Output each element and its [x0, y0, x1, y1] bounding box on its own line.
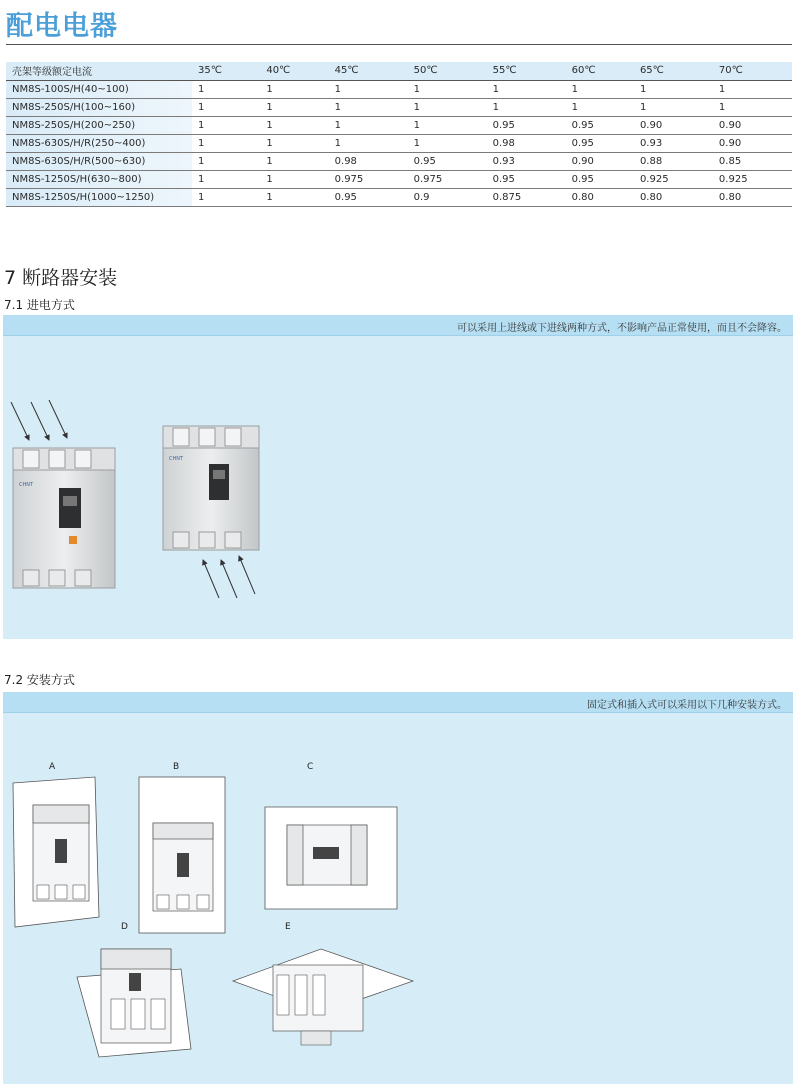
factor-cell: 0.90	[718, 119, 742, 131]
breaker-bottom-feed	[163, 426, 259, 550]
factor-cell: 1	[334, 137, 342, 149]
model-cell: NM8S-1250S/H(630~800)	[6, 170, 192, 188]
factor-cell: 1	[334, 101, 342, 113]
table-header-cell: 55℃	[492, 65, 517, 77]
mounting-heading: 7.2 安装方式	[4, 673, 75, 687]
factor-cell: 0.95	[571, 119, 594, 131]
factor-cell: 0.975	[413, 173, 443, 185]
mount-label-c: C	[307, 762, 314, 772]
table-row	[6, 98, 792, 116]
factor-cell: 0.95	[571, 137, 594, 149]
mount-option-d	[77, 949, 191, 1057]
model-cell: NM8S-1250S/H(1000~1250)	[6, 188, 192, 206]
wiring-panel	[3, 315, 793, 639]
factor-cell: 1	[198, 137, 205, 149]
model-cell: NM8S-630S/H/R(500~630)	[6, 152, 192, 170]
factor-cell: 1	[266, 191, 273, 203]
factor-cell: 0.80	[571, 191, 594, 203]
factor-cell: 0.90	[718, 137, 742, 149]
mount-label-a: A	[49, 762, 56, 772]
factor-cell: 0.95	[492, 119, 515, 131]
title-rule	[6, 44, 792, 45]
model-cell: NM8S-100S/H(40~100)	[6, 80, 192, 98]
factor-cell: 1	[413, 83, 421, 95]
table-header-cell: 70℃	[718, 65, 743, 77]
mount-option-b	[139, 777, 225, 933]
mount-option-c	[265, 807, 397, 909]
derating-table	[6, 62, 792, 207]
factor-cell: 1	[198, 155, 205, 167]
mount-label-d: D	[121, 922, 128, 932]
factor-cell: 1	[571, 83, 578, 95]
wiring-heading: 7.1 进电方式	[4, 298, 75, 312]
mounting-illustration	[3, 713, 793, 1083]
factor-cell: 0.80	[718, 191, 742, 203]
table-header-cell: 45℃	[334, 65, 359, 77]
wiring-illustration	[3, 336, 793, 638]
factor-cell: 1	[492, 83, 499, 95]
mount-option-a	[13, 777, 99, 927]
table-header-cell: 65℃	[639, 65, 664, 77]
factor-cell: 1	[639, 101, 647, 113]
factor-cell: 1	[334, 83, 342, 95]
mounting-panel	[3, 692, 793, 1084]
top-feed-arrows	[11, 400, 67, 440]
factor-cell: 0.925	[639, 173, 669, 185]
factor-cell: 1	[266, 173, 273, 185]
factor-cell: 0.98	[334, 155, 357, 167]
factor-cell: 1	[266, 119, 273, 131]
mount-label-b: B	[173, 762, 180, 772]
factor-cell: 0.95	[334, 191, 357, 203]
wiring-note: 可以采用上进线或下进线两种方式，不影响产品正常使用，而且不会降容。	[3, 315, 793, 336]
table-header-cell: 50℃	[413, 65, 438, 77]
table-header-row	[6, 62, 792, 80]
model-cell: NM8S-630S/H/R(250~400)	[6, 134, 192, 152]
mount-label-e: E	[285, 922, 291, 932]
table-header-cell: 壳架等级额定电流	[12, 67, 92, 79]
mount-option-e	[233, 949, 413, 1045]
factor-cell: 0.875	[492, 191, 522, 203]
page-title: 配电电器	[6, 11, 118, 42]
table-row	[6, 188, 792, 206]
table-row	[6, 116, 792, 134]
factor-cell: 1	[413, 101, 421, 113]
factor-cell: 1	[266, 137, 273, 149]
factor-cell: 1	[639, 83, 647, 95]
factor-cell: 0.88	[639, 155, 663, 167]
table-header-cell: 40℃	[266, 65, 291, 77]
factor-cell: 0.9	[413, 191, 430, 203]
factor-cell: 1	[198, 173, 205, 185]
factor-cell: 1	[266, 155, 273, 167]
table-header-cell: 35℃	[198, 65, 222, 77]
factor-cell: 1	[413, 119, 421, 131]
factor-cell: 1	[266, 83, 273, 95]
table-row	[6, 152, 792, 170]
factor-cell: 0.93	[492, 155, 515, 167]
bottom-feed-arrows	[203, 556, 255, 598]
factor-cell: 1	[198, 191, 205, 203]
factor-cell: 1	[198, 83, 205, 95]
factor-cell: 0.975	[334, 173, 364, 185]
factor-cell: 1	[413, 137, 421, 149]
table-row	[6, 134, 792, 152]
factor-cell: 0.90	[571, 155, 594, 167]
factor-cell: 0.95	[413, 155, 436, 167]
factor-cell: 0.80	[639, 191, 663, 203]
factor-cell: 0.925	[718, 173, 748, 185]
model-cell: NM8S-250S/H(100~160)	[6, 98, 192, 116]
table-header-cell: 60℃	[571, 65, 596, 77]
factor-cell: 1	[198, 101, 205, 113]
factor-cell: 1	[718, 101, 726, 113]
factor-cell: 0.85	[718, 155, 742, 167]
mounting-note: 固定式和插入式可以采用以下几种安装方式。	[3, 692, 793, 713]
table-row	[6, 170, 792, 188]
table-row	[6, 80, 792, 98]
brand-label: CHNT	[169, 456, 184, 462]
brand-label: CHNT	[19, 482, 34, 488]
factor-cell: 1	[571, 101, 578, 113]
factor-cell: 1	[492, 101, 499, 113]
factor-cell: 0.93	[639, 137, 663, 149]
factor-cell: 0.95	[571, 173, 594, 185]
section-heading: 7 断路器安装	[4, 267, 118, 289]
breaker-top-feed	[13, 448, 115, 588]
model-cell: NM8S-250S/H(200~250)	[6, 116, 192, 134]
factor-cell: 0.90	[639, 119, 663, 131]
factor-cell: 0.95	[492, 173, 515, 185]
factor-cell: 1	[266, 101, 273, 113]
factor-cell: 0.98	[492, 137, 515, 149]
factor-cell: 1	[334, 119, 342, 131]
factor-cell: 1	[718, 83, 726, 95]
factor-cell: 1	[198, 119, 205, 131]
